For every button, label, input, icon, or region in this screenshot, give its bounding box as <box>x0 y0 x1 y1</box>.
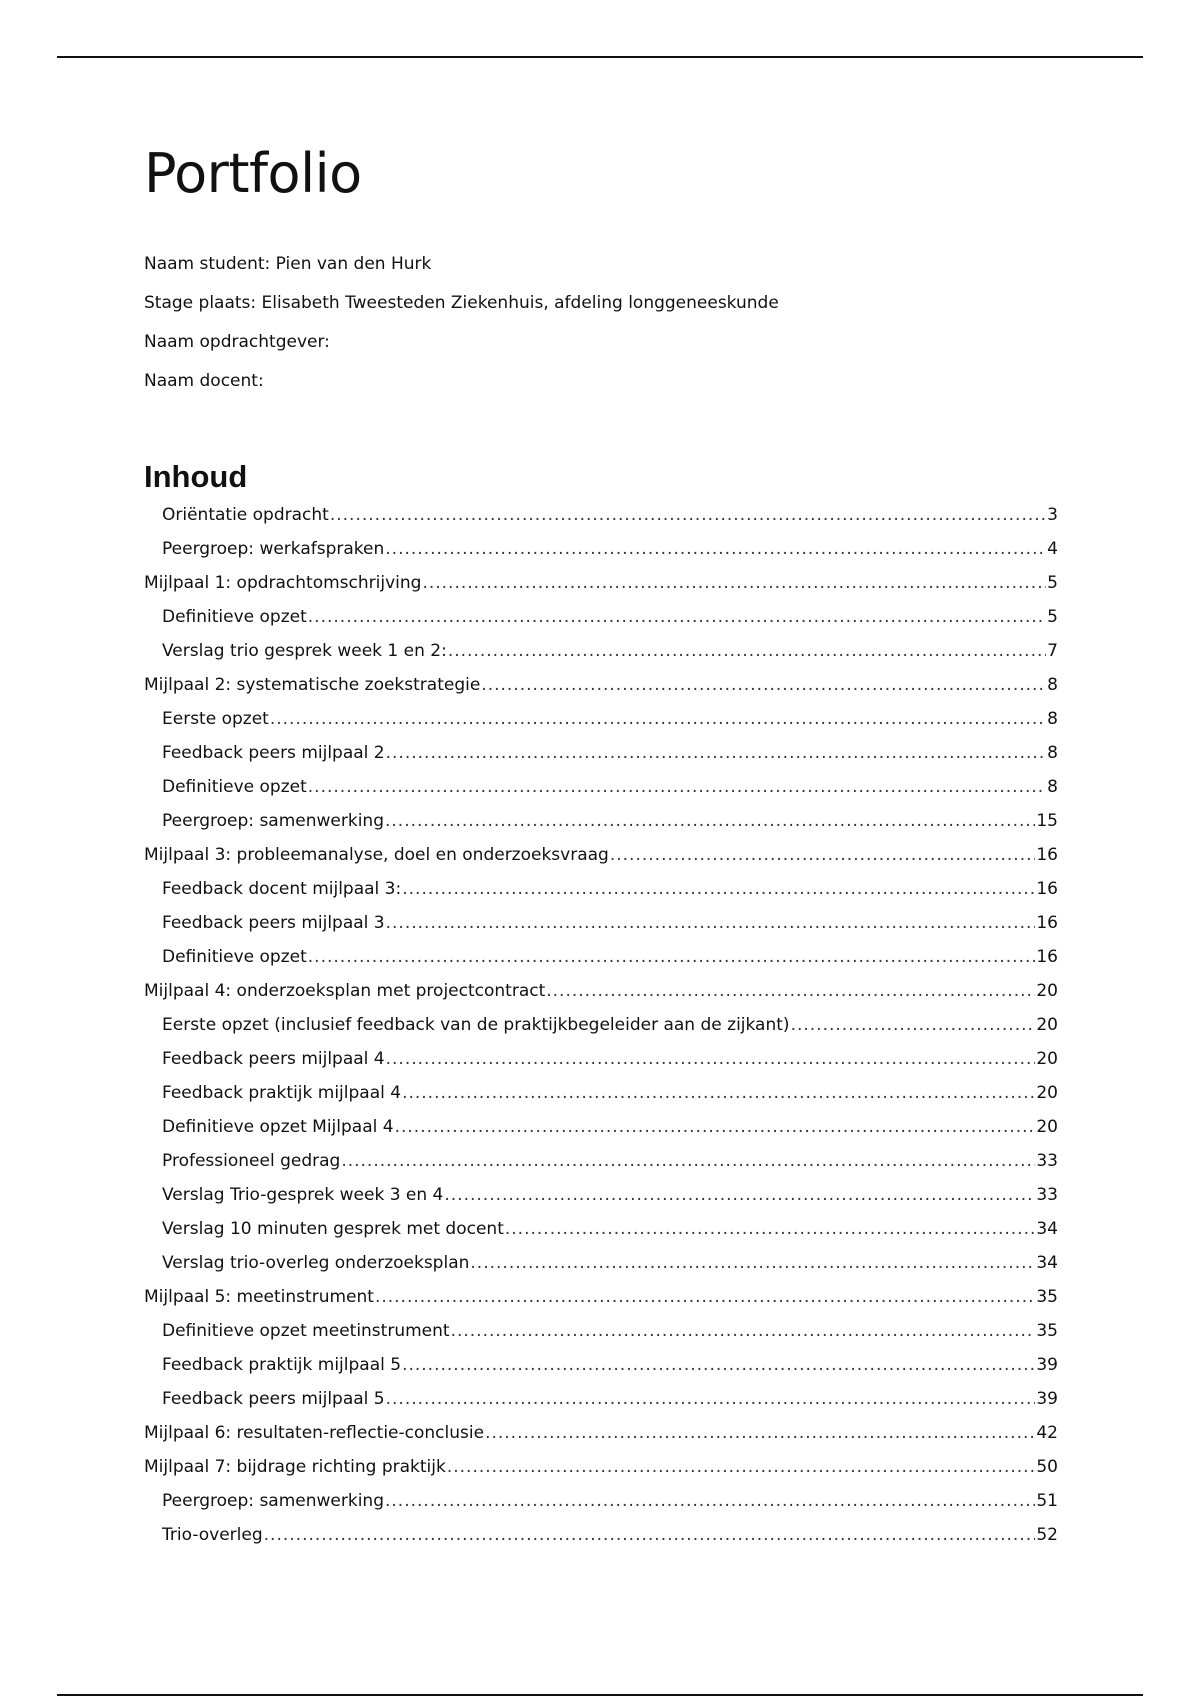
toc-dot-leader <box>308 607 1046 627</box>
toc-entry-page-number: 33 <box>1036 1151 1058 1171</box>
toc-entry-page-number: 39 <box>1036 1355 1058 1375</box>
toc-entry[interactable] <box>144 539 1058 573</box>
toc-entry[interactable] <box>144 1015 1058 1049</box>
toc-dot-leader <box>546 981 1035 1001</box>
toc-entry-label: Peergroep: samenwerking <box>162 811 384 831</box>
toc-entry-page-number: 5 <box>1047 573 1058 593</box>
toc-entry-page-number: 20 <box>1036 1083 1058 1103</box>
toc-dot-leader <box>448 641 1046 661</box>
toc-entry-page-number: 20 <box>1036 1049 1058 1069</box>
toc-dot-leader <box>610 845 1036 865</box>
toc-entry-page-number: 33 <box>1036 1185 1058 1205</box>
toc-dot-leader <box>444 1185 1035 1205</box>
toc-dot-leader <box>341 1151 1035 1171</box>
toc-dot-leader <box>375 1287 1035 1307</box>
toc-entry-label: Mijlpaal 7: bijdrage richting praktijk <box>144 1457 446 1477</box>
toc-entry[interactable] <box>144 743 1058 777</box>
toc-entry-label: Feedback peers mijlpaal 2 <box>162 743 385 763</box>
toc-entry-page-number: 16 <box>1036 947 1058 967</box>
toc-entry-label: Mijlpaal 4: onderzoeksplan met projectcontract <box>144 981 546 1001</box>
toc-entry[interactable] <box>144 1083 1058 1117</box>
toc-entry-page-number: 52 <box>1036 1525 1058 1545</box>
toc-entry-label: Feedback peers mijlpaal 4 <box>162 1049 385 1069</box>
toc-entry-label: Definitieve opzet <box>162 607 307 627</box>
toc-dot-leader <box>308 777 1046 797</box>
toc-entry-page-number: 5 <box>1047 607 1058 627</box>
toc-entry[interactable] <box>144 1389 1058 1423</box>
toc-entry[interactable] <box>144 1049 1058 1083</box>
toc-dot-leader <box>402 1083 1035 1103</box>
toc-entry-label: Verslag trio-overleg onderzoeksplan <box>162 1253 470 1273</box>
toc-entry-label: Feedback peers mijlpaal 5 <box>162 1389 385 1409</box>
toc-entry-label: Mijlpaal 1: opdrachtomschrijving <box>144 573 422 593</box>
toc-entry-label: Definitieve opzet <box>162 777 307 797</box>
toc-entry-label: Feedback docent mijlpaal 3: <box>162 879 402 899</box>
toc-entry-page-number: 20 <box>1036 1117 1058 1137</box>
toc-entry[interactable] <box>144 1525 1058 1559</box>
document-title: Portfolio <box>144 142 362 205</box>
toc-entry-page-number: 7 <box>1047 641 1058 661</box>
toc-entry-page-number: 42 <box>1036 1423 1058 1443</box>
toc-entry-page-number: 39 <box>1036 1389 1058 1409</box>
toc-entry[interactable] <box>144 981 1058 1015</box>
toc-entry[interactable] <box>144 505 1058 539</box>
toc-entry[interactable] <box>144 1321 1058 1355</box>
toc-entry[interactable] <box>144 1253 1058 1287</box>
toc-entry-page-number: 8 <box>1047 777 1058 797</box>
toc-entry-page-number: 50 <box>1036 1457 1058 1477</box>
toc-dot-leader <box>385 811 1035 831</box>
toc-entry[interactable] <box>144 709 1058 743</box>
toc-dot-leader <box>386 1389 1036 1409</box>
meta-internship-location: Stage plaats: Elisabeth Tweesteden Ziekenhuis, afdeling longgeneeskunde <box>144 293 779 313</box>
toc-dot-leader <box>470 1253 1035 1273</box>
toc-dot-leader <box>791 1015 1036 1035</box>
toc-heading: Inhoud <box>144 459 248 494</box>
toc-entry-page-number: 34 <box>1036 1253 1058 1273</box>
toc-dot-leader <box>422 573 1046 593</box>
toc-entry[interactable] <box>144 1185 1058 1219</box>
toc-entry-label: Verslag 10 minuten gesprek met docent <box>162 1219 504 1239</box>
toc-dot-leader <box>386 743 1047 763</box>
toc-entry-page-number: 8 <box>1047 709 1058 729</box>
toc-dot-leader <box>481 675 1046 695</box>
toc-entry-label: Peergroep: samenwerking <box>162 1491 384 1511</box>
toc-entry-label: Verslag trio gesprek week 1 en 2: <box>162 641 447 661</box>
toc-entry-label: Mijlpaal 3: probleemanalyse, doel en onderzoeksvraag <box>144 845 609 865</box>
toc-entry[interactable] <box>144 947 1058 981</box>
table-of-contents <box>144 505 1058 1559</box>
meta-student-name: Naam student: Pien van den Hurk <box>144 254 432 274</box>
header-rule <box>57 56 1143 58</box>
toc-entry-page-number: 8 <box>1047 675 1058 695</box>
toc-entry[interactable] <box>144 1355 1058 1389</box>
toc-entry-label: Eerste opzet <box>162 709 269 729</box>
toc-entry[interactable] <box>144 1491 1058 1525</box>
toc-entry-label: Feedback peers mijlpaal 3 <box>162 913 385 933</box>
toc-entry-page-number: 8 <box>1047 743 1058 763</box>
toc-dot-leader <box>270 709 1046 729</box>
meta-teacher-name: Naam docent: <box>144 371 264 391</box>
toc-entry-label: Mijlpaal 5: meetinstrument <box>144 1287 374 1307</box>
toc-entry-label: Oriëntatie opdracht <box>162 505 329 525</box>
toc-entry[interactable] <box>144 1457 1058 1491</box>
toc-entry-label: Feedback praktijk mijlpaal 4 <box>162 1083 402 1103</box>
toc-entry-page-number: 16 <box>1036 845 1058 865</box>
toc-entry[interactable] <box>144 607 1058 641</box>
toc-entry-page-number: 20 <box>1036 981 1058 1001</box>
toc-entry-page-number: 3 <box>1047 505 1058 525</box>
toc-dot-leader <box>386 913 1036 933</box>
toc-entry[interactable] <box>144 777 1058 811</box>
toc-dot-leader <box>308 947 1036 967</box>
document-meta <box>144 254 1058 410</box>
toc-entry[interactable] <box>144 1287 1058 1321</box>
toc-entry[interactable] <box>144 1151 1058 1185</box>
toc-entry[interactable] <box>144 641 1058 675</box>
toc-entry-label: Definitieve opzet meetinstrument <box>162 1321 450 1341</box>
toc-dot-leader <box>330 505 1046 525</box>
toc-entry-label: Peergroep: werkafspraken <box>162 539 385 559</box>
document-page <box>144 140 1058 1559</box>
toc-dot-leader <box>264 1525 1036 1545</box>
toc-entry-label: Professioneel gedrag <box>162 1151 341 1171</box>
toc-entry-label: Eerste opzet (inclusief feedback van de praktijkbegeleider aan de zijkant) <box>162 1015 790 1035</box>
toc-dot-leader <box>447 1457 1036 1477</box>
toc-entry-label: Definitieve opzet <box>162 947 307 967</box>
toc-entry-label: Definitieve opzet Mijlpaal 4 <box>162 1117 394 1137</box>
toc-dot-leader <box>505 1219 1035 1239</box>
toc-dot-leader <box>402 879 1035 899</box>
toc-dot-leader <box>395 1117 1036 1137</box>
toc-entry-page-number: 16 <box>1036 879 1058 899</box>
footer-rule <box>57 1694 1143 1696</box>
toc-entry[interactable] <box>144 811 1058 845</box>
toc-entry[interactable] <box>144 573 1058 607</box>
toc-entry-label: Feedback praktijk mijlpaal 5 <box>162 1355 402 1375</box>
toc-entry-label: Mijlpaal 6: resultaten-reflectie-conclusie <box>144 1423 485 1443</box>
toc-entry-page-number: 51 <box>1036 1491 1058 1511</box>
toc-entry-page-number: 20 <box>1036 1015 1058 1035</box>
toc-dot-leader <box>451 1321 1036 1341</box>
toc-entry-page-number: 35 <box>1036 1321 1058 1341</box>
toc-dot-leader <box>385 539 1046 559</box>
toc-dot-leader <box>386 1049 1036 1069</box>
toc-entry[interactable] <box>144 879 1058 913</box>
toc-entry-page-number: 16 <box>1036 913 1058 933</box>
toc-entry-label: Mijlpaal 2: systematische zoekstrategie <box>144 675 481 695</box>
toc-entry-page-number: 35 <box>1036 1287 1058 1307</box>
toc-entry-label: Trio-overleg <box>162 1525 263 1545</box>
toc-entry-page-number: 34 <box>1036 1219 1058 1239</box>
toc-entry-page-number: 15 <box>1036 811 1058 831</box>
toc-entry[interactable] <box>144 1423 1058 1457</box>
toc-dot-leader <box>402 1355 1035 1375</box>
toc-dot-leader <box>385 1491 1035 1511</box>
toc-dot-leader <box>485 1423 1035 1443</box>
toc-entry[interactable] <box>144 1219 1058 1253</box>
toc-entry-label: Verslag Trio-gesprek week 3 en 4 <box>162 1185 444 1205</box>
toc-entry[interactable] <box>144 845 1058 879</box>
toc-entry[interactable] <box>144 913 1058 947</box>
meta-client-name: Naam opdrachtgever: <box>144 332 330 352</box>
toc-entry[interactable] <box>144 1117 1058 1151</box>
toc-entry[interactable] <box>144 675 1058 709</box>
toc-entry-page-number: 4 <box>1047 539 1058 559</box>
